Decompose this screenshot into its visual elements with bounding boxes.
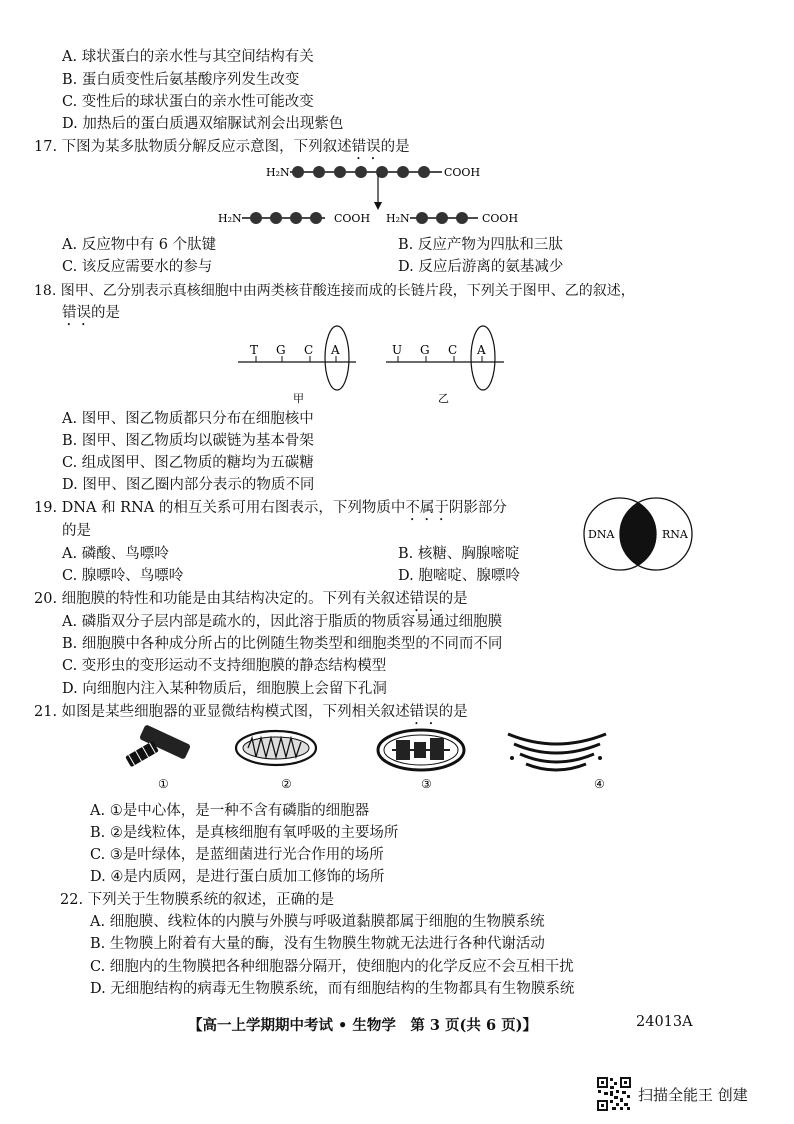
nucleotide-chains [236, 330, 516, 408]
scanner-watermark-text: 扫描全能王 创建 [638, 1086, 748, 1104]
page-footer-code: 24013A [636, 1014, 693, 1030]
q19-stem-line1: 19. DNA 和 RNA 的相互关系可用右图表示，下列物质中不属于阴影部分 [34, 500, 507, 516]
venn-rna-label: RNA [662, 528, 688, 541]
q21-option-c: C. ③是叶绿体，是蓝细菌进行光合作用的场所 [90, 847, 384, 863]
q17-option-b: B. 反应产物为四肽和三肽 [398, 237, 563, 253]
jia-letter-2: G [276, 343, 286, 357]
centrosome-figure [125, 724, 191, 791]
yi-letter-2: G [420, 343, 430, 357]
q20-option-a: A. 磷脂双分子层内部是疏水的，因此溶于脂质的物质容易通过细胞膜 [62, 614, 503, 630]
q17-option-a: A. 反应物中有 6 个肽键 [62, 237, 217, 253]
q18-option-b: B. 图甲、图乙物质均以碳链为基本骨架 [62, 433, 314, 449]
q20-stem: 20. 细胞膜的特性和功能是由其结构决定的。下列有关叙述错误的是 [34, 591, 468, 607]
peptide-diagram [218, 156, 540, 234]
q19-option-d: D. 胞嘧啶、腺嘌呤 [398, 568, 520, 584]
yi-letter-4: A [477, 343, 486, 357]
q18-stem-line2: 错误的是 [62, 305, 120, 321]
peptide-h2n-right: H₂N [386, 212, 410, 225]
q20-option-c: C. 变形虫的变形运动不支持细胞膜的静态结构模型 [62, 658, 387, 674]
q16-option-d: D. 加热后的蛋白质遇双缩脲试剂会出现紫色 [62, 116, 344, 132]
jia-letter-3: C [304, 343, 314, 357]
q21-stem: 21. 如图是某些细胞器的亚显微结构模式图，下列相关叙述错误的是 [34, 704, 468, 720]
q19-option-b: B. 核糖、胸腺嘧啶 [398, 546, 520, 562]
yi-letter-1: U [392, 343, 403, 357]
q17-option-c: C. 该反应需要水的参与 [62, 259, 213, 275]
jia-label: 甲 [293, 392, 304, 405]
mitochondrion-figure [236, 731, 316, 791]
q22-option-c: C. 细胞内的生物膜把各种细胞器分隔开，使细胞内的化学反应不会互相干扰 [90, 959, 574, 975]
q22-option-b: B. 生物膜上附着有大量的酶，没有生物膜生物就无法进行各种代谢活动 [90, 936, 545, 952]
organelle-figures [116, 724, 616, 796]
peptide-cooh-right: COOH [482, 212, 519, 225]
jia-letter-4: A [331, 343, 340, 357]
yi-letter-3: C [448, 343, 458, 357]
endoplasmic-reticulum-figure [508, 734, 606, 770]
peptide-h2n-left: H₂N [218, 212, 242, 225]
organelle-label-2: ② [281, 777, 292, 791]
yi-circle [471, 326, 495, 390]
q18-option-c: C. 组成图甲、图乙物质的糖均为五碳糖 [62, 455, 314, 471]
jia-letter-1: T [250, 343, 259, 357]
q17-option-d: D. 反应后游离的氨基减少 [398, 259, 564, 275]
peptide-cooh-top: COOH [444, 166, 481, 179]
q19-option-c: C. 腺嘌呤、鸟嘌呤 [62, 568, 184, 584]
page-footer-title: 【高一上学期期中考试 • 生物学 第 3 页(共 6 页)】 [188, 1017, 537, 1034]
q16-option-a: A. 球状蛋白的亲水性与其空间结构有关 [62, 49, 314, 65]
peptide-h2n-top: H₂N [266, 166, 290, 179]
qr-code-icon [596, 1076, 632, 1112]
yi-label: 乙 [438, 392, 449, 405]
q21-option-d: D. ④是内质网，是进行蛋白质加工修饰的场所 [90, 869, 385, 885]
q20-option-d: D. 向细胞内注入某种物质后，细胞膜上会留下孔洞 [62, 681, 387, 697]
dna-rna-venn [576, 495, 700, 573]
q19-stem-line2: 的是 [62, 523, 91, 539]
q22-option-a: A. 细胞膜、线粒体的内膜与外膜与呼吸道黏膜都属于细胞的生物膜系统 [90, 914, 545, 930]
venn-dna-label: DNA [588, 528, 615, 541]
chloroplast-figure [378, 730, 464, 791]
q22-stem: 22. 下列关于生物膜系统的叙述，正确的是 [60, 892, 335, 908]
peptide-cooh-left: COOH [334, 212, 371, 225]
q16-option-c: C. 变性后的球状蛋白的亲水性可能改变 [62, 94, 314, 110]
q21-option-b: B. ②是线粒体，是真核细胞有氧呼吸的主要场所 [90, 825, 399, 841]
q18-option-a: A. 图甲、图乙物质都只分布在细胞核中 [62, 411, 314, 427]
q18-stem-line1: 18. 图甲、乙分别表示真核细胞中由两类核苷酸连接而成的长链片段，下列关于图甲、乙的叙述， [34, 283, 635, 299]
organelle-label-4: ④ [594, 777, 605, 791]
q20-option-b: B. 细胞膜中各种成分所占的比例随生物类型和细胞类型的不同而不同 [62, 636, 503, 652]
organelle-label-1: ① [158, 777, 169, 791]
q17-stem: 17. 下图为某多肽物质分解反应示意图，下列叙述错误的是 [34, 139, 410, 155]
organelle-label-3: ③ [421, 777, 432, 791]
q21-option-a: A. ①是中心体，是一种不含有磷脂的细胞器 [90, 803, 370, 819]
q22-option-d: D. 无细胞结构的病毒无生物膜系统，而有细胞结构的生物都具有生物膜系统 [90, 981, 575, 997]
q16-option-b: B. 蛋白质变性后氨基酸序列发生改变 [62, 72, 300, 88]
jia-circle [325, 326, 349, 390]
q19-option-a: A. 磷酸、鸟嘌呤 [62, 546, 169, 562]
q18-option-d: D. 图甲、图乙圈内部分表示的物质不同 [62, 477, 315, 493]
